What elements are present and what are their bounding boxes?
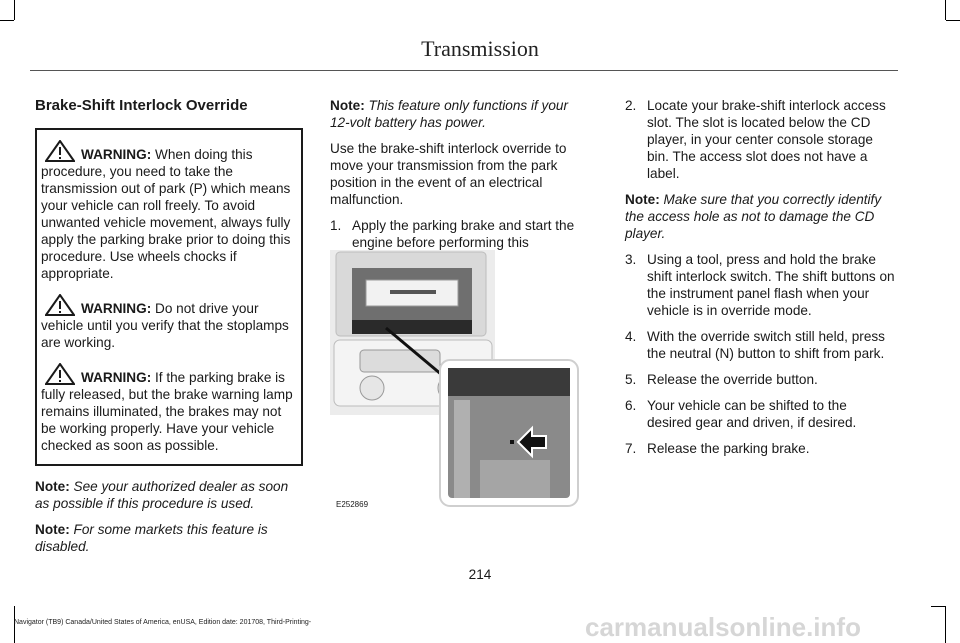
column-3: [625, 97, 895, 466]
console-illustration: [330, 250, 580, 510]
note-battery: Note: This feature only functions if your 12-volt battery has power.: [330, 98, 568, 130]
note-2: Note: For some markets this feature is disabled.: [35, 522, 268, 554]
note-1: Note: See your authorized dealer as soon as possible if this procedure is used.: [35, 479, 289, 511]
warning-triangle-icon: [45, 140, 75, 162]
console-figure: [330, 250, 580, 510]
figure-id: E252869: [336, 500, 369, 509]
crop-mark-top-left-v: [14, 0, 15, 20]
list-item: 2. Locate your brake-shift interlock access slot. The slot is located below the CD player, in your center console storage bin. The access slot does not have a label.: [625, 98, 886, 181]
note-cd: Note: Make sure that you correctly identify the access hole as not to damage the CD player.: [625, 192, 882, 241]
intro-paragraph: Use the brake-shift interlock override to move your transmission from the park position in the event of an electrical malfunction.: [330, 141, 567, 207]
warning-triangle-icon: [45, 363, 75, 385]
list-item: 3. Using a tool, press and hold the brake shift interlock switch. The shift buttons on the instrument panel flash when your vehicle is in override mode.: [625, 252, 895, 318]
warning-text: If the parking brake is fully released, but the brake warning lamp remains illuminated, the brakes may not be working properly. Have your vehicle checked as soon as possible.: [41, 370, 293, 453]
list-item: 5. Release the override button.: [625, 372, 818, 387]
list-item: 7. Release the parking brake.: [625, 441, 810, 456]
warning-label: WARNING:: [81, 301, 152, 316]
list-item: 4. With the override switch still held, press the neutral (N) button to shift from park.: [625, 329, 885, 361]
crop-mark-top-right-h: [946, 20, 960, 21]
warning-text: Do not drive your vehicle until you verify that the stoplamps are working.: [41, 301, 289, 350]
list-item: 1. Apply the parking brake and start the engine before performing this: [330, 218, 575, 250]
crop-mark-bottom-right-v: [945, 606, 946, 643]
warning-3: [41, 363, 297, 454]
warning-label: WARNING:: [81, 370, 152, 385]
warning-triangle-icon: [45, 294, 75, 316]
steps-list-2: [625, 97, 895, 182]
page-number: 214: [468, 567, 492, 582]
watermark: carmanualsonline.info: [585, 612, 861, 642]
crop-mark-bottom-right-h: [931, 606, 945, 607]
warning-1: [41, 140, 297, 282]
steps-list-3: [625, 251, 895, 457]
warning-box: [35, 128, 303, 466]
footer-edition: Navigator (TB9) Canada/United States of America, enUSA, Edition date: 201708, Third-Printing-: [14, 619, 312, 626]
warning-2: [41, 294, 297, 351]
section-heading: Brake-Shift Interlock Override: [35, 97, 248, 114]
page-header-title: Transmission: [421, 36, 539, 61]
warning-label: WARNING:: [81, 147, 152, 162]
list-item: 6. Your vehicle can be shifted to the desired gear and driven, if desired.: [625, 398, 857, 430]
warning-text: When doing this procedure, you need to take the transmission out of park (P) which means your vehicle can roll freely. To avoid unwanted vehicle movement, always fully apply the parking brake prior to doing this procedure. Use wheels chocks if appropriate.: [41, 147, 291, 281]
header-rule: [30, 70, 898, 71]
crop-mark-top-right-v: [945, 0, 946, 20]
crop-mark-top-left-h: [0, 20, 14, 21]
column-1: [35, 97, 303, 564]
